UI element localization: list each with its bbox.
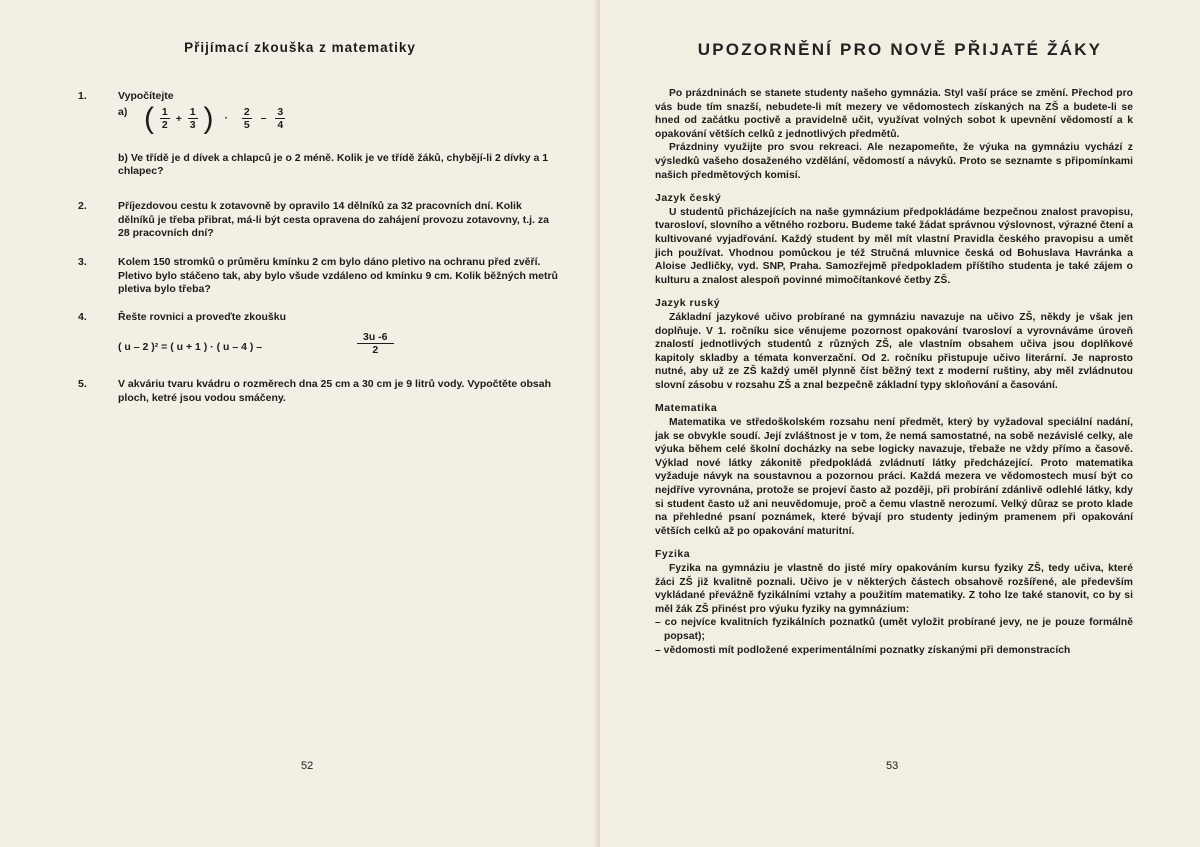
- page-number: 53: [886, 760, 899, 772]
- problem-number: 3.: [78, 256, 87, 268]
- section-heading: Jazyk ruský: [655, 297, 721, 310]
- problem-number: 2.: [78, 200, 87, 212]
- equation: [118, 331, 558, 361]
- section-paragraph: Fyzika na gymnáziu je vlastně do jisté míry opakováním kursu fyziky ZŠ, tedy učiva, které žáci ZŠ již kvalitně poznali. Učivo je v některých částech obsahově rozšířené, ale především vykládané převážně fyzikálními vztahy a použitím matematiky. Z toho lze také stanovit, co by si měl žák ZŠ přinést pro výuku fyziky na gymnázium:: [655, 563, 1133, 615]
- section-paragraph: Základní jazykové učivo probírané na gymnáziu navazuje na učivo ZŠ, někdy je však jen doplňuje. V 1. ročníku sice věnujeme pozornost opakování tvarosloví a vyrovnáváme úroveň znalostí jednotlivých studentů z různých ZŠ, ale vlastním obsahem učiva jsou doplňkové kapitoly skladby a témata konverzační. Od 2. ročníku přistupuje učivo literární. Je naprosto nutné, aby už ze ZŠ každý uměl plynně číst běžný text z moderní ruštiny, aby měl zvládnutou slovní zásobu v rozsahu ZŠ a znal bezpečně základní typy skloňování a časování.: [655, 311, 1133, 391]
- problem-number: 4.: [78, 311, 87, 323]
- problem-heading: Vypočítejte: [118, 90, 174, 102]
- equation-left: ( u – 2 )² = ( u + 1 ) · ( u – 4 ) –: [118, 340, 263, 353]
- list-item: – co nejvíce kvalitních fyzikálních poznatků (umět vyložit probírané jevy, ne je pouze formálně popsat);: [655, 617, 1133, 642]
- plus-sign: +: [175, 112, 182, 125]
- problem-text: Řešte rovnici a proveďte zkoušku: [118, 311, 287, 323]
- section-heading: Jazyk český: [655, 192, 722, 205]
- right-page-text: [655, 87, 1133, 657]
- right-page-title: UPOZORNĚNÍ PRO NOVĚ PŘIJATÉ ŽÁKY: [697, 40, 1103, 59]
- problem-text: Kolem 150 stromků o průměru kmínku 2 cm bylo dáno pletivo na ochranu před zvěří. Pletivo bylo stáčeno tak, aby bylo všude vzdáleno od kmínku 9 cm. Kolik běžných metrů pletiva bylo třeba?: [118, 256, 558, 295]
- page-number: 52: [301, 760, 314, 772]
- part-a-label: a): [118, 105, 128, 118]
- fraction: $\frac{2}{5}$: [243, 106, 250, 131]
- fraction: $\frac{1}{2}$: [161, 106, 168, 131]
- equation-fraction: $\frac{3u -6}{2}$: [357, 331, 394, 356]
- problem-text: V akváriu tvaru kvádru o rozměrech dna 25 cm a 30 cm je 9 litrů vody. Vypočtěte obsah ploch, ketré jsou vodou smáčeny.: [118, 378, 552, 404]
- right-page: [600, 0, 1200, 847]
- right-paren: ): [203, 101, 214, 135]
- problem-text: Příjezdovou cestu k zotavovně by opravilo 14 dělníků za 32 pracovních dní. Kolik dělníků je třeba přibrat, má-li být cesta opravena do zahájení provozu zotavovny, t.j. za 28 pracovních dní?: [118, 200, 549, 239]
- problem-number: 1.: [78, 90, 87, 102]
- expression-a: [118, 101, 558, 142]
- fraction: $\frac{3}{4}$: [277, 106, 284, 131]
- section-paragraph: Matematika ve středoškolském rozsahu není předmět, který by vyžadoval speciální nadání, jak se obvykle soudí. Její zvláštnost je v tom, že nemá samostatné, na sobě nezávislé celky, ale výuka během celé školní docházky na sebe logicky navazuje, třebaže ne vždy přímo a časově. Výklad nové látky zákonitě předpokládá zvládnutí látky předcházející. Proto matematika vyžaduje návyk na soustavnou a pozornou práci. Každá mezera ve vědomostech musí být co nejdříve vyrovnána, protože se projeví často až později, při probírání zdánlivě odlehlé látky, kdy si student často už ani neuvědomuje, proč a čemu vlastně nerozumí. Velký důraz se proto klade na přehledné psaní poznámek, které bývají pro studenty jediným pramenem při opakování větších celků až po opakování maturitní.: [655, 417, 1133, 537]
- intro-paragraph: Prázdniny využijte pro svou rekreaci. Ale nezapomeňte, že výuka na gymnáziu vychází z výsledků vašeho dosaženého vzdělání, vědomostí a návyků. Proto se seznamte s připomínkami našich předmětových komisí.: [655, 142, 1133, 181]
- multiply-sign: ·: [224, 112, 228, 125]
- list-item: – vědomosti mít podložené experimentálními poznatky získanými při demonstracích: [655, 644, 1071, 656]
- section-heading: Fyzika: [655, 548, 691, 561]
- left-paren: (: [144, 101, 154, 135]
- minus-sign: –: [260, 112, 267, 125]
- intro-paragraph: Po prázdninách se stanete studenty našeho gymnázia. Styl vaší práce se změní. Přechod pro vás bude tím snazší, nebudete-li mít mezery ve vědomostech získaných na ZŠ a budete-li se hned od začátku poctivě a pravidelně učit, využívat volných sobot k upevnění vědomostí a k opakování větších celků z jednotlivých předmětů.: [655, 88, 1133, 140]
- section-heading: Matematika: [655, 402, 718, 415]
- part-b-text: b) Ve třídě je d dívek a chlapců je o 2 méně. Kolik je ve třídě žáků, chybějí-li 2 dívky a 1 chlapec?: [118, 151, 549, 177]
- fraction: $\frac{1}{3}$: [189, 106, 196, 131]
- problem-number: 5.: [78, 378, 87, 390]
- section-paragraph: U studentů přicházejících na naše gymnázium předpokládáme bezpečnou znalost pravopisu, tvarosloví, slovního a větného rozboru. Budeme také žádat správnou výslovnost, výrazné čtení a kultivované vyjadřování. Každý student by měl mít vlastní Pravidla českého pravopisu a umět jich používat. Vhodnou pomůckou je též Stručná mluvnice česká od Bohuslava Havránka a Aloise Jedličky, vyd. SNP, Praha. Samozřejmě předpokladem příštího studenta je také zájem o kulturu a znalost alespoň povinné mimočítankové četby ZŠ.: [655, 206, 1133, 286]
- left-page-title: Přijímací zkouška z matematiky: [184, 40, 416, 55]
